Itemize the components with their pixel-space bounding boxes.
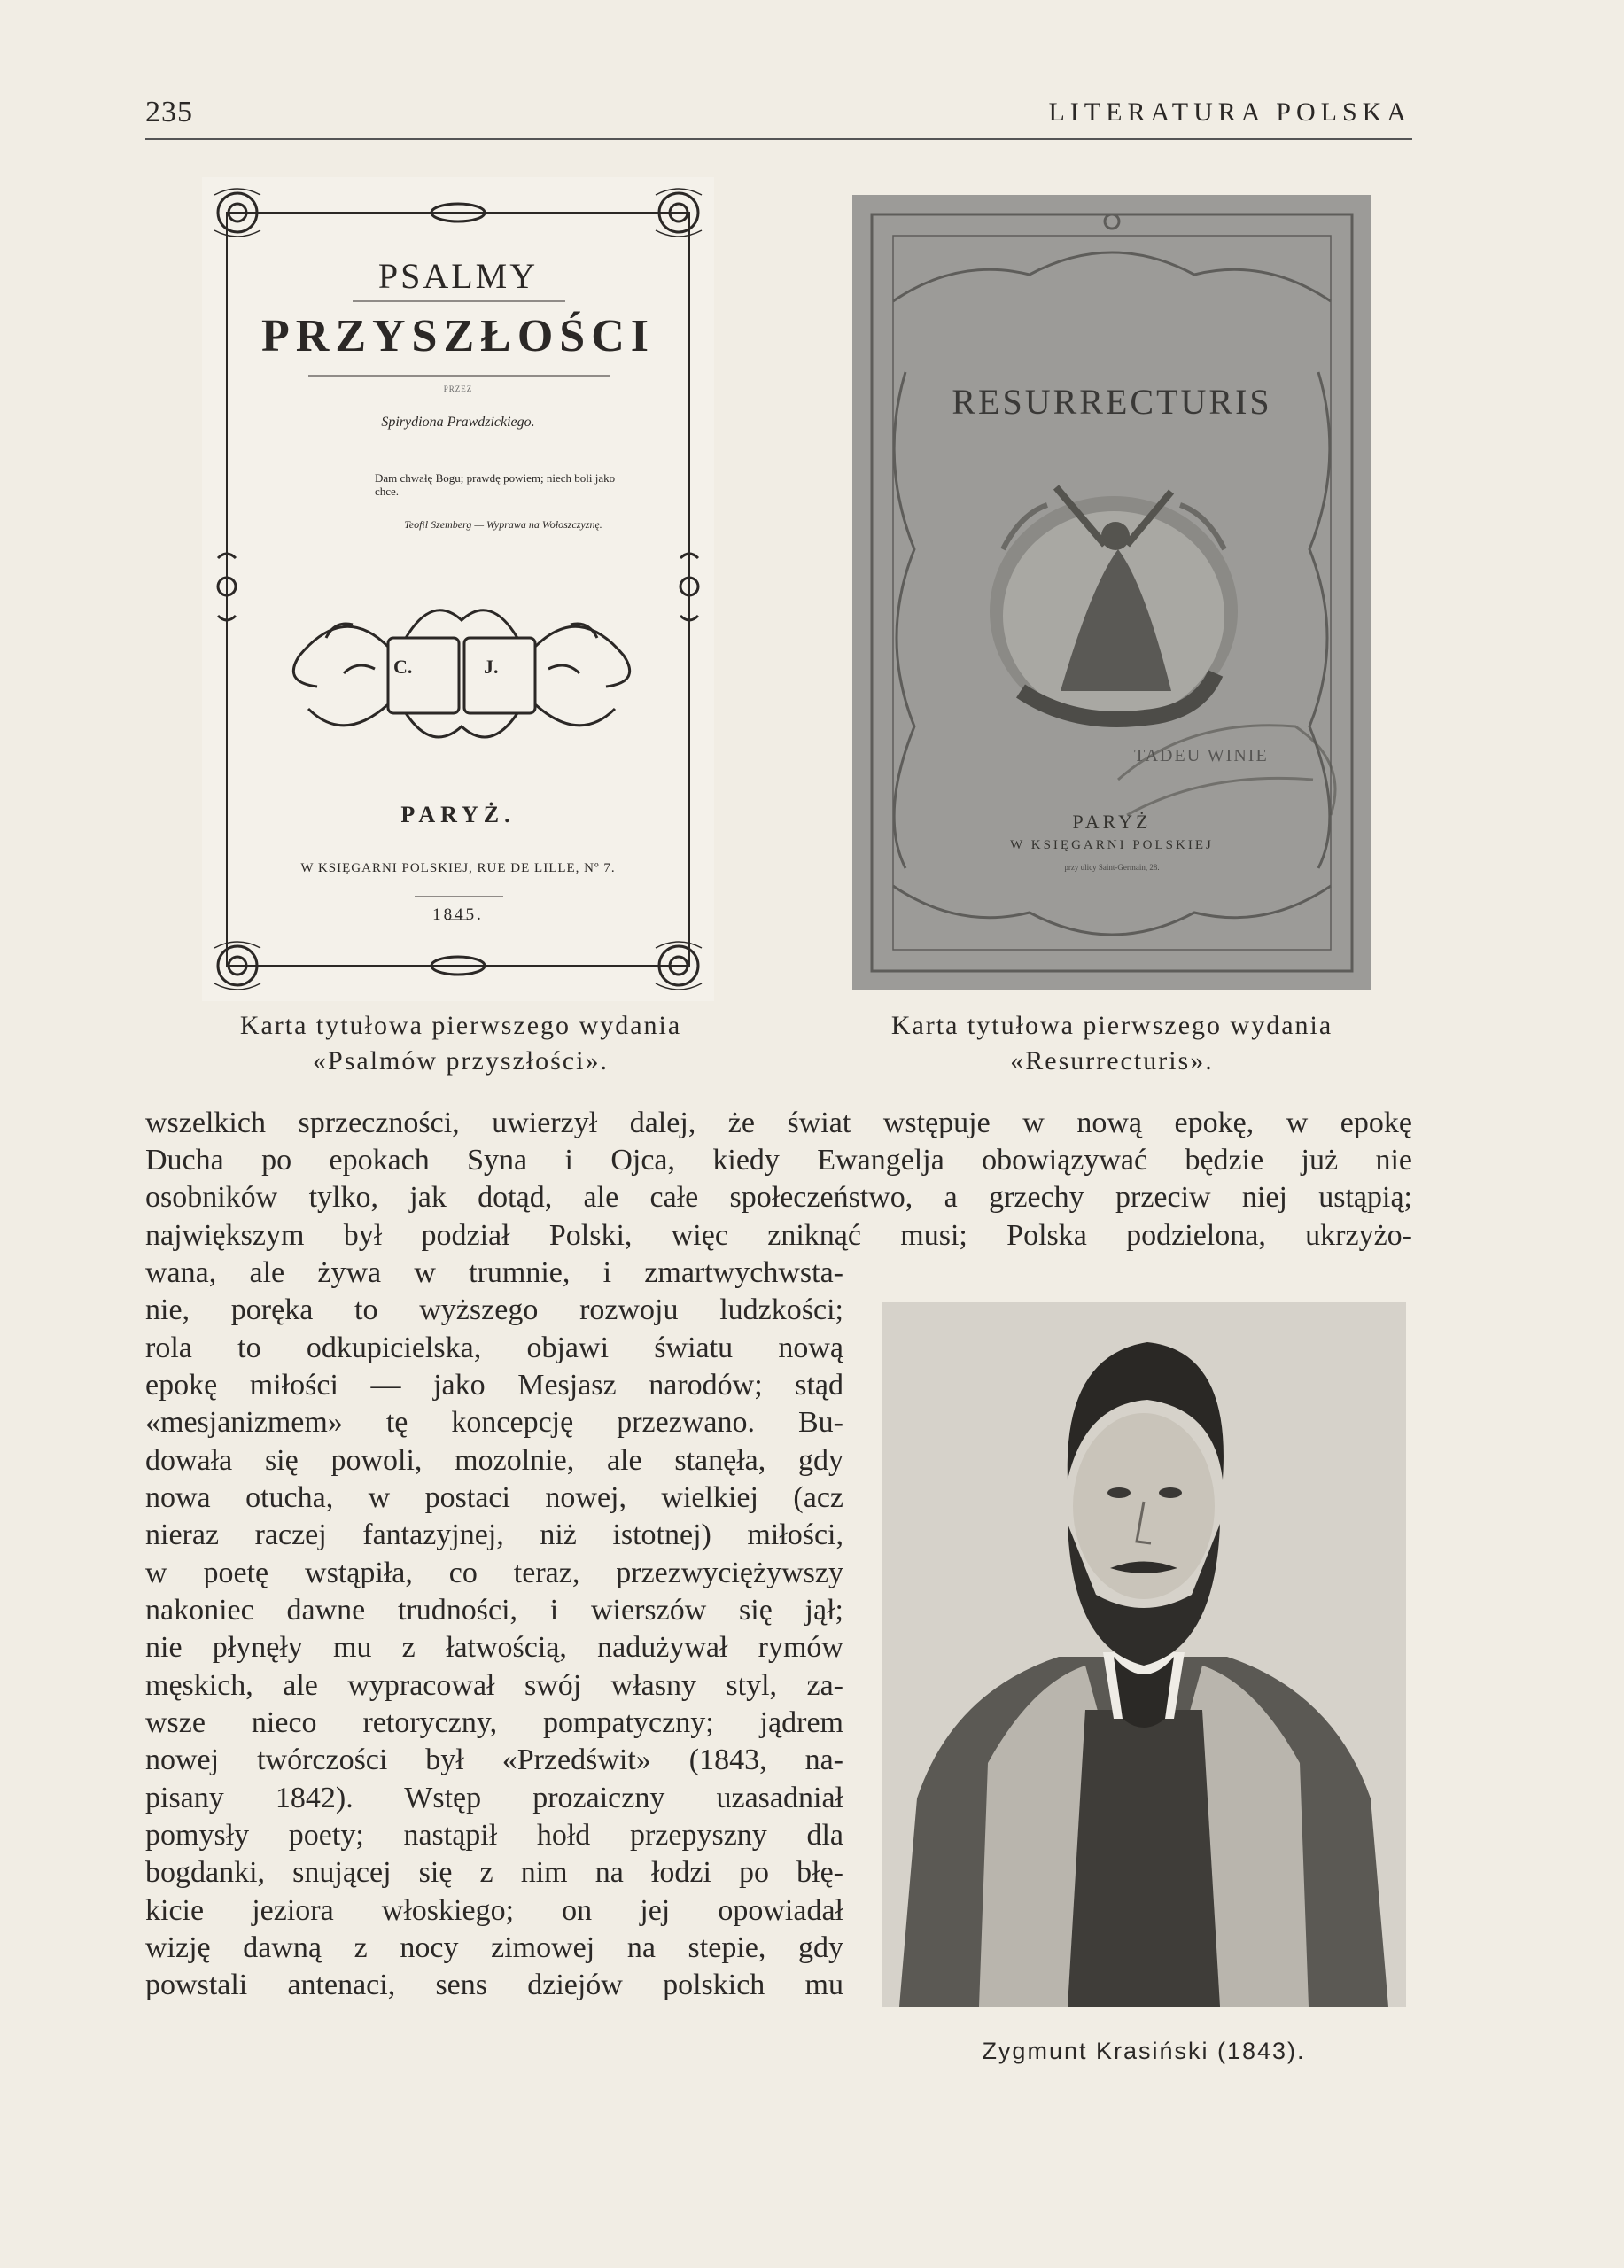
body-line: nie, poręka to wyższego rozwoju ludzkości; bbox=[145, 1293, 843, 1326]
body-line: osobników tylko, jak dotąd, ale całe społeczeństwo, a grzechy przeciw niej ustąpią; bbox=[145, 1181, 1412, 1214]
body-line: bogdanki, snującej się z nim na łodzi po błę- bbox=[145, 1856, 843, 1889]
running-head: LITERATURA POLSKA bbox=[1048, 97, 1411, 127]
portrait-drawing bbox=[882, 1302, 1406, 2007]
resurrecturis-cover-figure bbox=[852, 195, 1371, 990]
ornamental-frame bbox=[202, 177, 714, 1001]
body-line: największym był podział Polski, więc zniknąć musi; Polska podzielona, ukrzyżo- bbox=[145, 1219, 1412, 1252]
body-line: rola to odkupicielska, objawi światu nową bbox=[145, 1332, 843, 1364]
body-line: nieraz raczej fantazyjnej, niż istotnej) miłości, bbox=[145, 1518, 843, 1551]
body-line: wizję dawną z nocy zimowej na stepie, gdy bbox=[145, 1931, 843, 1964]
resurrecturis-city: PARYŻ bbox=[1072, 811, 1152, 833]
body-line: nowej twórczości był «Przedświt» (1843, na- bbox=[145, 1744, 843, 1776]
psalmy-author: Spirydiona Prawdzickiego. bbox=[381, 415, 535, 430]
library-stamp: TADEU WINIE bbox=[1134, 746, 1269, 765]
resurrecturis-caption-line2: «Resurrecturis». bbox=[1010, 1046, 1214, 1076]
body-line: męskich, ale wypracował swój własny styl, za- bbox=[145, 1669, 843, 1702]
resurrecturis-caption bbox=[824, 1008, 1400, 1079]
resurrecturis-title: RESURRECTURIS bbox=[952, 382, 1272, 422]
psalmy-publisher: W KSIĘGARNI POLSKIEJ, RUE DE LILLE, Nº 7. bbox=[300, 861, 616, 875]
psalmy-year: 1845. bbox=[432, 905, 484, 924]
resurrecturis-publisher: W KSIĘGARNI POLSKIEJ bbox=[1010, 838, 1214, 852]
resurrecturis-address: przy ulicy Saint-Germain, 28. bbox=[1064, 863, 1160, 872]
body-line: wszelkich sprzeczności, uwierzył dalej, że świat wstępuje w nową epokę, w epokę bbox=[145, 1107, 1412, 1139]
psalmy-caption-line2: «Psalmów przyszłości». bbox=[313, 1046, 609, 1076]
body-line: wsze nieco retoryczny, pompatyczny; jądrem bbox=[145, 1706, 843, 1739]
psalmy-motto-source: Teofil Szemberg — Wyprawa na Wołoszczyznę. bbox=[404, 518, 602, 531]
header-rule bbox=[145, 138, 1412, 140]
psalmy-caption bbox=[177, 1008, 744, 1079]
body-line: dowała się powoli, mozolnie, ale stanęła, gdy bbox=[145, 1444, 843, 1477]
body-line: Ducha po epokach Syna i Ojca, kiedy Ewangelja obowiązywać będzie już nie bbox=[145, 1144, 1412, 1177]
body-line: wana, ale żywa w trumnie, i zmartwychwsta- bbox=[145, 1256, 843, 1289]
body-line: w poetę wstąpiła, co teraz, przezwyciężywszy bbox=[145, 1557, 843, 1589]
body-line: powstali antenaci, sens dziejów polskich mu bbox=[145, 1969, 843, 2001]
psalmy-title-line2: PRZYSZŁOŚCI bbox=[261, 311, 655, 361]
psalmy-by: PRZEZ bbox=[443, 384, 473, 393]
body-line: nakoniec dawne trudności, i wierszów się jął; bbox=[145, 1594, 843, 1627]
body-line: epokę miłości — jako Mesjasz narodów; stąd bbox=[145, 1369, 843, 1402]
body-line: nowa otucha, w postaci nowej, wielkiej (acz bbox=[145, 1481, 843, 1514]
psalmy-monogram-left: C. bbox=[393, 656, 413, 678]
resurrecturis-caption-line1: Karta tytułowa pierwszego wydania bbox=[890, 1011, 1333, 1040]
body-line: pisany 1842). Wstęp prozaiczny uzasadniał bbox=[145, 1782, 843, 1814]
body-line: nie płynęły mu z łatwością, nadużywał rymów bbox=[145, 1631, 843, 1664]
psalmy-title-line1: PSALMY bbox=[377, 256, 539, 296]
psalmy-city: PARYŻ. bbox=[400, 802, 516, 827]
psalmy-motto: Dam chwałę Bogu; prawdę powiem; niech boli jako chce. bbox=[375, 471, 616, 498]
body-line: «mesjanizmem» tę koncepcję przezwano. Bu- bbox=[145, 1406, 843, 1439]
portrait-caption: Zygmunt Krasiński (1843). bbox=[982, 2038, 1306, 2064]
body-line: pomysły poety; nastąpił hołd przepyszny dla bbox=[145, 1819, 843, 1852]
krasinski-portrait bbox=[882, 1302, 1406, 2007]
psalmy-monogram-right: J. bbox=[484, 656, 499, 678]
psalmy-title-page-figure bbox=[202, 177, 714, 1001]
psalmy-caption-line1: Karta tytułowa pierwszego wydania bbox=[239, 1011, 682, 1040]
page-number: 235 bbox=[145, 96, 193, 128]
body-line: kicie jeziora włoskiego; on jej opowiadał bbox=[145, 1894, 843, 1927]
